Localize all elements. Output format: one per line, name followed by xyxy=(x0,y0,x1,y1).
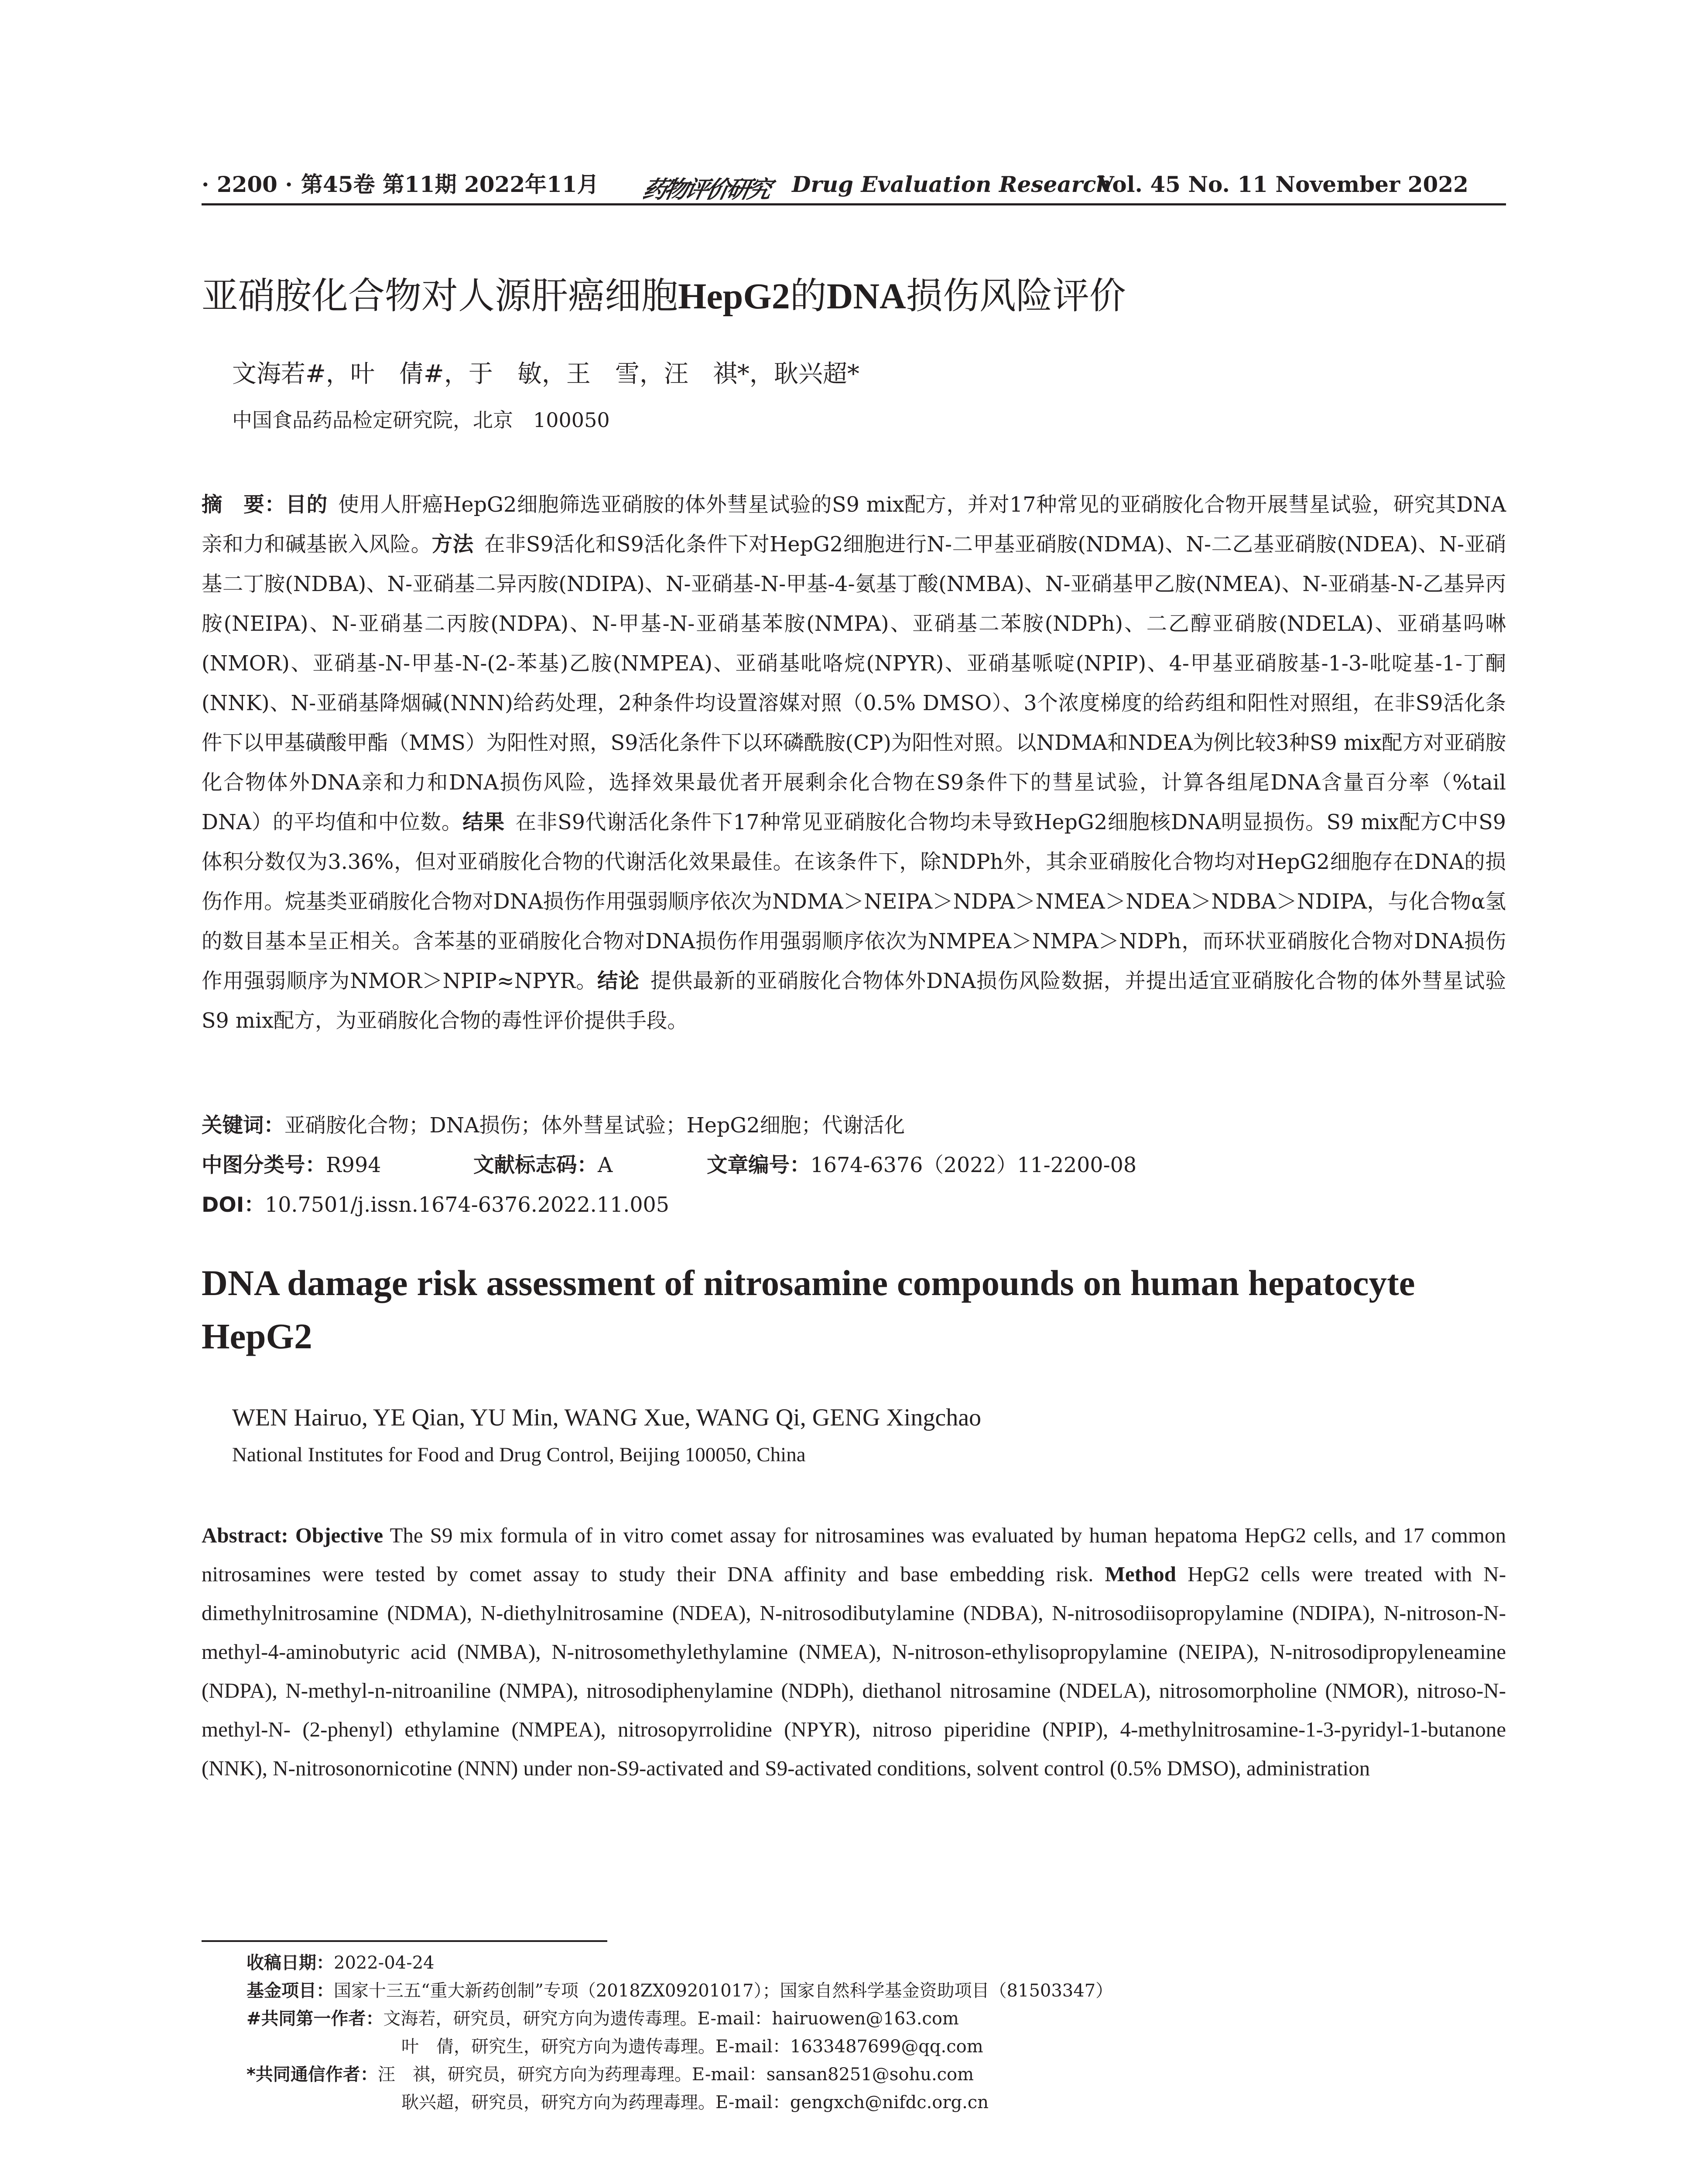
classification-line xyxy=(202,1145,381,1185)
keywords-label: 关键词： xyxy=(202,1114,284,1138)
conclusion-label: 结论 xyxy=(597,969,640,993)
keywords-line xyxy=(202,1106,905,1145)
first-author-1: 文海若，研究员，研究方向为遗传毒理。E-mail：hairuowen@163.com xyxy=(383,2009,959,2029)
method-text-en: HepG2 cells were treated with N-dimethylnitrosamine (NDMA), N-diethylnitrosamine (NDEA), N-nitrosodibutylamine (NDBA), N-nitrosodiisopropylamine (NDIPA), N-nitroson-N-methyl-4-aminobutyric acid (NMBA), N-nitrosomethylethylamine (NMEA), N-nitroson-ethylisopropylamine (NEIPA), N-nitrosodipropyleneamine (NDPA), N-methyl-n-nitroaniline (NMPA), nitrosodiphenylamine (NDPh), diethanol nitrosamine (NDELA), nitrosomorpholine (NMOR), nitroso-N-methyl-N- (2-phenyl) ethylamine (NMPEA), nitrosopyrrolidine (NPYR), nitroso piperidine (NPIP), 4-methylnitrosamine-1-3-pyridyl-1-butanone (NNK), N-nitrosonornicotine (NNN) under non-S9-activated and S9-activated conditions, solvent control (0.5% DMSO), administration xyxy=(202,1562,1506,1780)
doc-code-label: 文献标志码： xyxy=(473,1153,598,1177)
page-number: · 2200 · xyxy=(202,171,293,197)
journal-name-en: Drug Evaluation Research xyxy=(792,171,1112,197)
journal-logo xyxy=(640,171,772,203)
issue-info-en: Vol. 45 No. 11 November 2022 xyxy=(1097,171,1468,197)
title-part: DNA xyxy=(826,276,906,317)
title-part: 的 xyxy=(790,274,827,317)
footnote-first-author xyxy=(246,2006,959,2032)
result-label: 结果 xyxy=(462,810,505,834)
method-label: 方法 xyxy=(431,533,474,557)
abstract-en xyxy=(202,1516,1506,1788)
doc-code-line xyxy=(473,1145,613,1185)
title-part: 亚硝胺化合物对人源肝癌细胞 xyxy=(202,274,678,317)
footnote-first-author-2: 叶 倩，研究生，研究方向为遗传毒理。E-mail：1633487699@qq.com xyxy=(401,2037,983,2057)
corresponding-1: 汪 祺，研究员，研究方向为药理毒理。E-mail：sansan8251@sohu.com xyxy=(377,2065,974,2085)
footnote-rule xyxy=(202,1940,607,1942)
title-part: 损伤风险评价 xyxy=(906,274,1126,317)
article-no-label: 文章编号： xyxy=(707,1153,811,1177)
journal-logo-text: 药物评价研究 xyxy=(640,175,772,203)
fund-value: 国家十三五“重大新药创制”专项（2018ZX09201017）；国家自然科学基金资助项目（81503347） xyxy=(334,1981,1113,2001)
doi-line xyxy=(202,1185,669,1225)
doi-value: 10.7501/j.issn.1674-6376.2022.11.005 xyxy=(264,1193,669,1217)
corresponding-label: *共同通信作者： xyxy=(246,2065,378,2085)
result-text: 在非S9代谢活化条件下17种常见亚硝胺化合物均未导致HepG2细胞核DNA明显损伤。S9 mix配方C中S9体积分数仅为3.36%，但对亚硝胺化合物的代谢活化效果最佳。在该条件下，除NDPh外，其余亚硝胺化合物均对HepG2细胞存在DNA的损伤作用。烷基类亚硝胺化合物对DNA损伤作用强弱顺序依次为NDMA＞NEIPA＞NDPA＞NMEA＞NDEA＞NDBA＞NDIPA，与化合物α氢的数目基本呈正相关。含苯基的亚硝胺化合物对DNA损伤作用强弱顺序依次为NMPEA＞NMPA＞NDPh，而环状亚硝胺化合物对DNA损伤作用强弱顺序为NMOR＞NPIP≈NPYR。 xyxy=(202,810,1506,993)
first-author-label: #共同第一作者： xyxy=(246,2009,383,2029)
abstract-label: 摘 要： xyxy=(202,493,286,517)
title-part: HepG2 xyxy=(678,276,790,317)
method-text: 在非S9活化和S9活化条件下对HepG2细胞进行N-二甲基亚硝胺(NDMA)、N-二乙基亚硝胺(NDEA)、N-亚硝基二丁胺(NDBA)、N-亚硝基二异丙胺(NDIPA)、N-亚硝基-N-甲基-4-氨基丁酸(NMBA)、N-亚硝基甲乙胺(NMEA)、N-亚硝基-N-乙基异丙胺(NEIPA)、N-亚硝基二丙胺(NDPA)、N-甲基-N-亚硝基苯胺(NMPA)、亚硝基二苯胺(NDPh)、二乙醇亚硝胺(NDELA)、亚硝基吗啉(NMOR)、亚硝基-N-甲基-N-(2-苯基)乙胺(NMPEA)、亚硝基吡咯烷(NPYR)、亚硝基哌啶(NPIP)、4-甲基亚硝胺基-1-3-吡啶基-1-丁酮(NNK)、N-亚硝基降烟碱(NNN)给药处理，2种条件均设置溶媒对照（0.5% DMSO）、3个浓度梯度的给药组和阳性对照组，在非S9活化条件下以甲基磺酸甲酯（MMS）为阳性对照，S9活化条件下以环磷酰胺(CP)为阳性对照。以NDMA和NDEA为例比较3种S9 mix配方对亚硝胺化合物体外DNA亲和力和DNA损伤风险，选择效果最优者开展剩余化合物在S9条件下的彗星试验，计算各组尾DNA含量百分率（%tail DNA）的平均值和中位数。 xyxy=(202,533,1506,834)
method-label-en: Method xyxy=(1105,1562,1176,1586)
objective-label-en: Objective xyxy=(295,1523,383,1547)
paper-title-en: DNA damage risk assessment of nitrosamine compounds on human hepatocyte HepG2 xyxy=(202,1263,1415,1356)
keywords-text: 亚硝胺化合物；DNA损伤；体外彗星试验；HepG2细胞；代谢活化 xyxy=(284,1114,905,1138)
footnote-corresponding xyxy=(246,2061,974,2088)
received-value: 2022-04-24 xyxy=(334,1953,435,1973)
affiliation-cn: 中国食品药品检定研究院，北京 100050 xyxy=(232,408,610,432)
fund-label: 基金项目： xyxy=(246,1981,334,2001)
authors-en: WEN Hairuo, YE Qian, YU Min, WANG Xue, WANG Qi, GENG Xingchao xyxy=(232,1404,982,1431)
article-no-line xyxy=(707,1145,1136,1185)
doi-label: DOI： xyxy=(202,1193,265,1217)
objective-text: 使用人肝癌HepG2细胞筛选亚硝胺的体外彗星试验的S9 mix配方，并对17种常见的亚硝胺化合物开展彗星试验，研究其DNA亲和力和碱基嵌入风险。 xyxy=(202,493,1506,557)
issue-info-cn: 第45卷 第11期 2022年11月 xyxy=(301,171,599,197)
received-label: 收稿日期： xyxy=(246,1953,334,1973)
affiliation-en: National Institutes for Food and Drug Control, Beijing 100050, China xyxy=(232,1443,806,1466)
doc-code-value: A xyxy=(598,1153,613,1177)
authors-cn: 文海若#，叶 倩#，于 敏，王 雪，汪 祺*，耿兴超* xyxy=(232,360,859,388)
conclusion-text: 提供最新的亚硝胺化合物体外DNA损伤风险数据，并提出适宜亚硝胺化合物的体外彗星试验S9 mix配方，为亚硝胺化合物的毒性评价提供手段。 xyxy=(202,969,1506,1033)
article-no-value: 1674-6376（2022）11-2200-08 xyxy=(810,1153,1137,1177)
objective-label: 目的 xyxy=(285,493,328,517)
abstract-cn xyxy=(202,485,1506,1041)
objective-text-en: The S9 mix formula of in vitro comet assay for nitrosamines was evaluated by human hepatoma HepG2 cells, and 17 common nitrosamines were tested by comet assay to study their DNA affinity and base embedding risk. xyxy=(202,1523,1506,1586)
header-rule xyxy=(202,203,1506,205)
footnote-corresponding-2: 耿兴超，研究员，研究方向为药理毒理。E-mail：gengxch@nifdc.org.cn xyxy=(401,2092,989,2113)
footnote-fund xyxy=(246,1978,1113,2004)
footnote-received xyxy=(246,1950,435,1976)
clc-label: 中图分类号： xyxy=(202,1153,326,1177)
abstract-label-en: Abstract: xyxy=(202,1523,288,1547)
paper-title-cn xyxy=(202,270,1126,323)
clc-value: R994 xyxy=(326,1153,381,1177)
